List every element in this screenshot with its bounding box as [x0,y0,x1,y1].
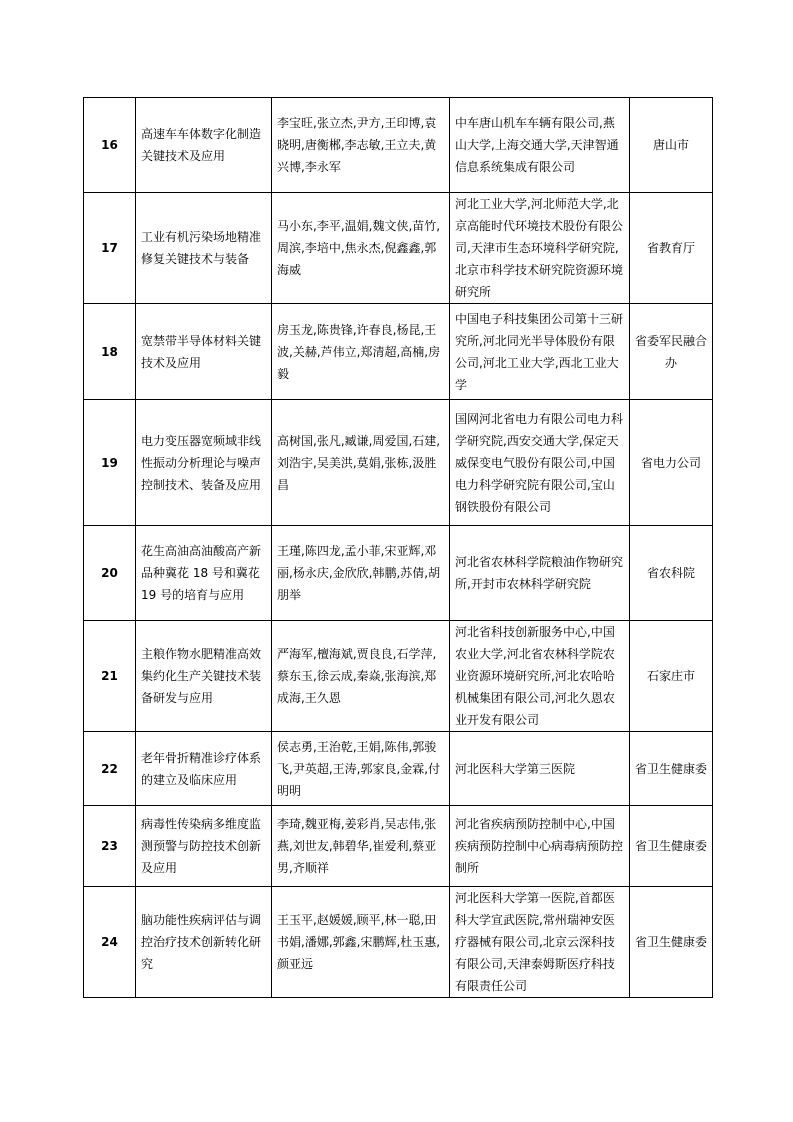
table-row [84,806,713,887]
project-name: 花生高油高油酸高产新品种冀花 18 号和冀花 19 号的培育与应用 [136,526,272,621]
project-name: 主粮作物水肥精准高效集约化生产关键技术装备研发与应用 [136,621,272,732]
project-name: 宽禁带半导体材料关键技术及应用 [136,304,272,400]
researchers: 李宝旺,张立杰,尹方,王印博,袁晓明,唐衡郴,李志敏,王立夫,黄兴博,李永军 [272,98,450,193]
institutions: 河北省科技创新服务中心,中国农业大学,河北省农林科学院农业资源环境研究所,河北农哈哈机械集团有限公司,河北久恩农业开发有限公司 [450,621,630,732]
institutions: 中车唐山机车车辆有限公司,燕山大学,上海交通大学,天津智通信息系统集成有限公司 [450,98,630,193]
row-number: 24 [84,887,136,998]
row-number: 22 [84,732,136,806]
table-row [84,621,713,732]
project-name: 病毒性传染病多维度监测预警与防控技术创新及应用 [136,806,272,887]
row-number: 17 [84,193,136,304]
institutions: 河北省疾病预防控制中心,中国疾病预防控制中心病毒病预防控制所 [450,806,630,887]
recommender: 省农科院 [630,526,713,621]
researchers: 马小东,李平,温娟,魏文侠,苗竹,周滨,李培中,焦永杰,倪鑫鑫,郭海威 [272,193,450,304]
researchers: 房玉龙,陈贵锋,许春良,杨昆,王波,关赫,芦伟立,郑清超,高楠,房毅 [272,304,450,400]
table-row [84,98,713,193]
row-number: 18 [84,304,136,400]
institutions: 中国电子科技集团公司第十三研究所,河北同光半导体股份有限公司,河北工业大学,西北工业大学 [450,304,630,400]
institutions: 河北省农林科学院粮油作物研究所,开封市农林科学研究院 [450,526,630,621]
project-name: 工业有机污染场地精准修复关键技术与装备 [136,193,272,304]
researchers: 李琦,魏亚梅,姜彩肖,吴志伟,张燕,刘世友,韩碧华,崔爱利,蔡亚男,齐顺祥 [272,806,450,887]
row-number: 19 [84,400,136,526]
awards-table [83,97,713,998]
recommender: 省卫生健康委 [630,732,713,806]
table-row [84,732,713,806]
row-number: 16 [84,98,136,193]
researchers: 高树国,张凡,臧谦,周爱国,石建,刘浩宇,吴美洪,莫娟,张栋,汲胜昌 [272,400,450,526]
recommender: 省委军民融合办 [630,304,713,400]
institutions: 河北医科大学第一医院,首都医科大学宣武医院,常州瑞神安医疗器械有限公司,北京云深科技有限公司,天津泰姆斯医疗科技有限责任公司 [450,887,630,998]
recommender: 省教育厅 [630,193,713,304]
institutions: 国网河北省电力有限公司电力科学研究院,西安交通大学,保定天威保变电气股份有限公司,中国电力科学研究院有限公司,宝山钢铁股份有限公司 [450,400,630,526]
recommender: 省电力公司 [630,400,713,526]
table-row [84,887,713,998]
table-row [84,304,713,400]
project-name: 电力变压器宽频域非线性振动分析理论与噪声控制技术、装备及应用 [136,400,272,526]
project-name: 脑功能性疾病评估与调控治疗技术创新转化研究 [136,887,272,998]
row-number: 20 [84,526,136,621]
table-row [84,400,713,526]
recommender: 省卫生健康委 [630,887,713,998]
project-name: 老年骨折精准诊疗体系的建立及临床应用 [136,732,272,806]
table-row [84,193,713,304]
row-number: 21 [84,621,136,732]
researchers: 王瑾,陈四龙,孟小菲,宋亚辉,邓丽,杨永庆,金欣欣,韩鹏,苏倩,胡朋举 [272,526,450,621]
table-row [84,526,713,621]
institutions: 河北医科大学第三医院 [450,732,630,806]
row-number: 23 [84,806,136,887]
recommender: 石家庄市 [630,621,713,732]
institutions: 河北工业大学,河北师范大学,北京高能时代环境技术股份有限公司,天津市生态环境科学研究院,北京市科学技术研究院资源环境研究所 [450,193,630,304]
recommender: 唐山市 [630,98,713,193]
researchers: 侯志勇,王治乾,王娟,陈伟,郭骏飞,尹英超,王涛,郭家良,金霖,付明明 [272,732,450,806]
researchers: 王玉平,赵媛媛,顾平,林一聪,田书娟,潘娜,郭鑫,宋鹏辉,杜玉惠,颜亚远 [272,887,450,998]
project-name: 高速车车体数字化制造关键技术及应用 [136,98,272,193]
researchers: 严海军,檀海斌,贾良良,石学萍,蔡东玉,徐云成,秦焱,张海滨,郑成海,王久恩 [272,621,450,732]
recommender: 省卫生健康委 [630,806,713,887]
